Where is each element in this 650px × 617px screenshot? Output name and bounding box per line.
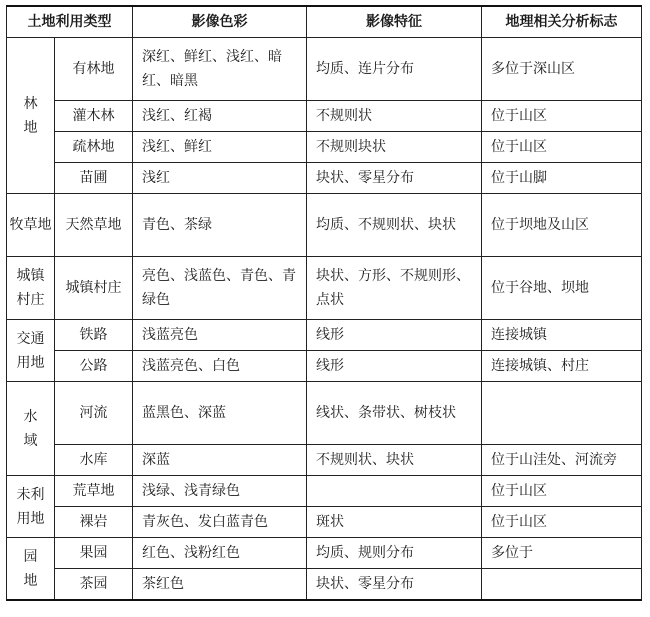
table-row	[7, 132, 642, 163]
header-land-use-type: 土地利用类型	[7, 6, 133, 38]
feature-cell: 斑状	[307, 507, 482, 538]
geo-cell: 位于山洼处、河流旁	[482, 445, 642, 476]
geo-cell: 多位于深山区	[482, 38, 642, 101]
subtype-cell: 城镇村庄	[55, 257, 133, 320]
feature-cell: 不规则块状	[307, 132, 482, 163]
feature-cell: 块状、零星分布	[307, 569, 482, 601]
feature-cell: 线状、条带状、树枝状	[307, 382, 482, 445]
subtype-cell: 公路	[55, 351, 133, 382]
feature-cell: 不规则状	[307, 101, 482, 132]
table-row	[7, 538, 642, 569]
feature-cell: 不规则状、块状	[307, 445, 482, 476]
color-cell: 浅红、鲜红	[133, 132, 307, 163]
color-cell: 茶红色	[133, 569, 307, 601]
table-row	[7, 101, 642, 132]
geo-cell	[482, 569, 642, 601]
subtype-cell: 裸岩	[55, 507, 133, 538]
header-row	[7, 6, 642, 38]
land-use-table	[6, 5, 642, 601]
geo-cell: 位于山区	[482, 132, 642, 163]
geo-cell: 多位于	[482, 538, 642, 569]
category-transport: 交通 用地	[7, 320, 55, 382]
color-cell: 浅蓝亮色、白色	[133, 351, 307, 382]
feature-cell: 均质、不规则状、块状	[307, 194, 482, 257]
geo-cell: 位于坝地及山区	[482, 194, 642, 257]
subtype-cell: 疏林地	[55, 132, 133, 163]
color-cell: 蓝黑色、深蓝	[133, 382, 307, 445]
table-row	[7, 382, 642, 445]
color-cell: 浅绿、浅青绿色	[133, 476, 307, 507]
subtype-cell: 水库	[55, 445, 133, 476]
subtype-cell: 天然草地	[55, 194, 133, 257]
geo-cell: 位于山区	[482, 507, 642, 538]
feature-cell: 均质、连片分布	[307, 38, 482, 101]
header-geo-analysis: 地理相关分析标志	[482, 6, 642, 38]
subtype-cell: 果园	[55, 538, 133, 569]
color-cell: 深蓝	[133, 445, 307, 476]
color-cell: 深红、鲜红、浅红、暗红、暗黑	[133, 38, 307, 101]
color-cell: 红色、浅粉红色	[133, 538, 307, 569]
geo-cell: 位于山区	[482, 101, 642, 132]
category-garden: 园 地	[7, 538, 55, 601]
table-row	[7, 569, 642, 601]
color-cell: 浅蓝亮色	[133, 320, 307, 351]
subtype-cell: 铁路	[55, 320, 133, 351]
feature-cell: 均质、规则分布	[307, 538, 482, 569]
table-row	[7, 257, 642, 320]
table-row	[7, 320, 642, 351]
table-row	[7, 507, 642, 538]
color-cell: 青灰色、发白蓝青色	[133, 507, 307, 538]
category-unused: 未利 用地	[7, 476, 55, 538]
category-urban: 城镇 村庄	[7, 257, 55, 320]
color-cell: 浅红	[133, 163, 307, 194]
table-row	[7, 38, 642, 101]
header-image-color: 影像色彩	[133, 6, 307, 38]
geo-cell: 连接城镇、村庄	[482, 351, 642, 382]
geo-cell: 连接城镇	[482, 320, 642, 351]
table-row	[7, 163, 642, 194]
category-pasture: 牧草地	[7, 194, 55, 257]
feature-cell	[307, 476, 482, 507]
feature-cell: 线形	[307, 351, 482, 382]
color-cell: 青色、茶绿	[133, 194, 307, 257]
category-forest: 林 地	[7, 38, 55, 194]
color-cell: 浅红、红褐	[133, 101, 307, 132]
feature-cell: 块状、零星分布	[307, 163, 482, 194]
subtype-cell: 荒草地	[55, 476, 133, 507]
category-water: 水 域	[7, 382, 55, 476]
geo-cell: 位于谷地、坝地	[482, 257, 642, 320]
subtype-cell: 茶园	[55, 569, 133, 601]
table-row	[7, 194, 642, 257]
subtype-cell: 有林地	[55, 38, 133, 101]
table-row	[7, 476, 642, 507]
color-cell: 亮色、浅蓝色、青色、青绿色	[133, 257, 307, 320]
table-row	[7, 445, 642, 476]
geo-cell: 位于山脚	[482, 163, 642, 194]
subtype-cell: 灌木林	[55, 101, 133, 132]
feature-cell: 线形	[307, 320, 482, 351]
subtype-cell: 苗圃	[55, 163, 133, 194]
geo-cell: 位于山区	[482, 476, 642, 507]
geo-cell	[482, 382, 642, 445]
feature-cell: 块状、方形、不规则形、点状	[307, 257, 482, 320]
header-image-feature: 影像特征	[307, 6, 482, 38]
subtype-cell: 河流	[55, 382, 133, 445]
table-row	[7, 351, 642, 382]
